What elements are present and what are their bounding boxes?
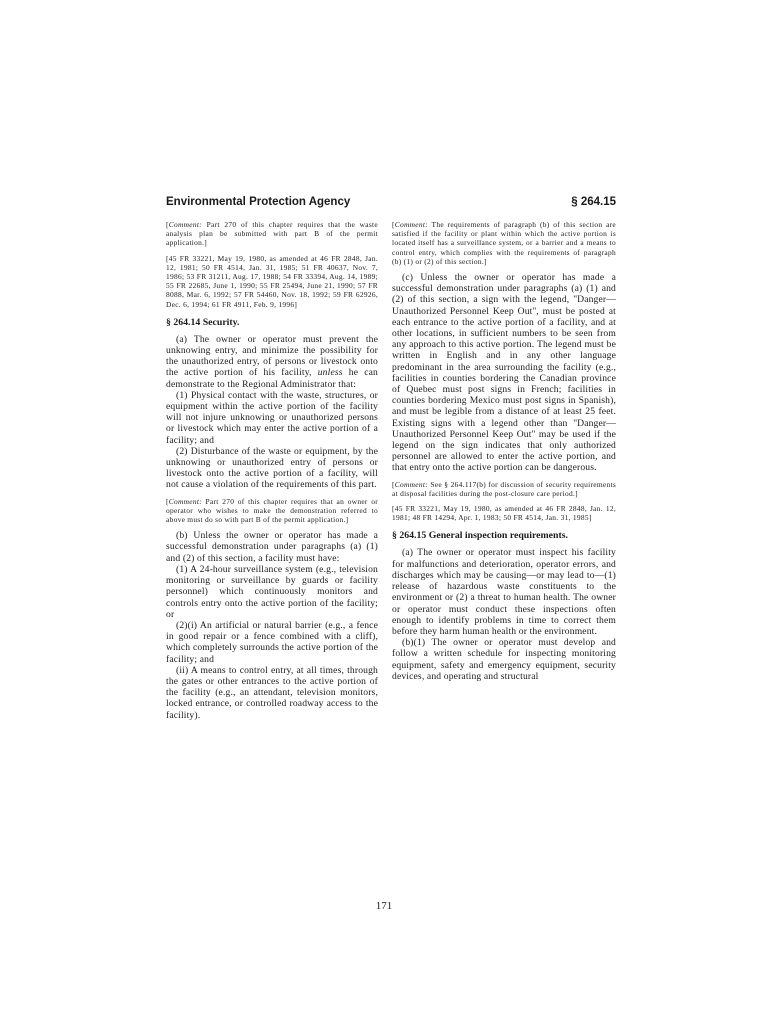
comment-note: [Comment: See § 264.117(b) for discussion of security requirements at disposal facilities during the post-closure care period.] (392, 479, 616, 498)
left-column (166, 220, 378, 721)
comment-text: Part 270 of this chapter requires that the waste analysis plan be submitted with part B of the permit application.] (166, 220, 378, 248)
comment-label: Comment: (168, 220, 202, 229)
paragraph-b2ii: (ii) A means to control entry, at all times, through the gates or other entrances to the active portion of the facility (e.g., an attendant, television monitors, locked entrance, or controlled roadway access to the facility). (166, 664, 378, 721)
comment-text: The requirements of paragraph (b) of this section are satisfied if the facility or plant within which the active portion is located itself has a surveillance system, or a barrier and a means to control entry, which complies with the requirements of paragraph (b) (1) or (2) of this section.] (392, 220, 616, 266)
paragraph-a-text: (a) The owner or operator must prevent the unknowing entry, and minimize the possibility for the unauthorized entry, of persons or livestock onto the active portion of his facility, (166, 333, 378, 379)
comment-label: Comment: (168, 496, 202, 506)
comment-label: Comment: (394, 220, 428, 229)
comment-note: [Comment: Part 270 of this chapter requires that the waste analysis plan be submitted with part B of the permit application.] (166, 220, 378, 248)
paragraph-a1: (1) Physical contact with the waste, structures, or equipment within the active portion of the facility will not injure unknowing or unauthorized persons or livestock which may enter the active portion of a facility; and (166, 389, 378, 446)
section-heading-264-14: § 264.14 Security. (166, 316, 240, 328)
paragraph-b: (b) Unless the owner or operator has made a successful demonstration under paragraphs (a) (1) and (2) of this section, a facility must have: (166, 530, 378, 564)
comment-note: [Comment: Part 270 of this chapter requires that an owner or operator who wishes to make the demonstration referred to above must do so with part B of the permit application.] (166, 496, 378, 525)
comment-note: [Comment: The requirements of paragraph (b) of this section are satisfied if the facility or plant within which the active portion is located itself has a surveillance system, or a barrier and a means to control entry, which complies with the requirements of paragraph (b) (1) or (2) of this section.] (392, 220, 616, 266)
citation-note: [45 FR 33221, May 19, 1980, as amended at 46 FR 2848, Jan. 12, 1981; 50 FR 4514, Jan. 31, 1985; 51 FR 40637, Nov. 7, 1986; 53 FR 31211, Aug. 17, 1988; 54 FR 33394, Aug. 14, 1989; 55 FR 22685, June 1, 1990; 55 FR 25494, June 21, 1990; 57 FR 8088, Mar. 6, 1992; 57 FR 54460, Nov. 18, 1992; 59 FR 62926, Dec. 6, 1994; 61 FR 4911, Feb. 9, 1996] (166, 253, 378, 309)
page-number: 171 (375, 900, 393, 912)
paragraph-a-text-end: he can demonstrate to the Regional Administrator that: (166, 367, 378, 390)
comment-label: Comment: (394, 479, 428, 489)
paragraph-b1: (1) A 24-hour surveillance system (e.g., television monitoring or surveillance by guards or facility personnel) which continuously monitors and controls entry onto the active portion of the facility; or (166, 563, 378, 620)
paragraph-15b1: (b)(1) The owner or operator must develop and follow a written schedule for inspecting monitoring equipment, safety and emergency equipment, security devices, and operating and structural (392, 637, 616, 682)
paragraph-15a: (a) The owner or operator must inspect his facility for malfunctions and deterioration, operator errors, and discharges which may be causing—or may lead to—(1) release of hazardous waste constituents to the environment or (2) a threat to human health. The owner or operator must conduct these inspections often enough to identify problems in time to correct them before they harm human health or the environment. (392, 547, 616, 637)
agency-name: Environmental Protection Agency (166, 196, 351, 208)
paragraph-c: (c) Unless the owner or operator has made a successful demonstration under paragraphs (a) (1) and (2) of this section, a sign with the legend, ''Danger—Unauthorized Personnel Keep Out'', must be posted at each entrance to the active portion of a facility, and at other locations, in sufficient numbers to be seen from any approach to this active portion. The legend must be written in English and in any other language predominant in the area surrounding the facility (e.g., facilities in counties bordering the Canadian province of Quebec must post signs in French; facilities in counties bordering Mexico must post signs in Spanish), and must be legible from a distance of at least 25 feet. Existing signs with a legend other than ''Danger—Unauthorized Personnel Keep Out'' may be used if the legend on the sign indicates that only authorized personnel are allowed to enter the active portion, and that entry onto the active portion can be dangerous. (392, 272, 616, 474)
paragraph-b2i: (2)(i) An artificial or natural barrier (e.g., a fence in good repair or a fence combined with a cliff), which completely surrounds the active portion of the facility; and (166, 619, 378, 665)
citation-note: [45 FR 33221, May 19, 1980, as amended at 46 FR 2848, Jan. 12, 1981; 48 FR 14294, Apr. 1, 1983; 50 FR 4514, Jan. 31, 1985] (392, 504, 616, 523)
section-number: § 264.15 (571, 196, 616, 208)
running-header (166, 196, 616, 214)
emphasis-unless: unless (317, 367, 343, 379)
section-heading-264-15: § 264.15 General inspection requirements. (392, 530, 568, 542)
paragraph-a2: (2) Disturbance of the waste or equipment, by the unknowing or unauthorized entry of persons or livestock onto the active portion of a facility, will not cause a violation of the requirements of this part. (166, 445, 378, 491)
right-column (392, 220, 616, 682)
paragraph-a (166, 334, 378, 390)
comment-text: Part 270 of this chapter requires that an owner or operator who wishes to make the demonstration referred to above must do so with part B of the permit application.] (166, 496, 378, 525)
comment-text: See § 264.117(b) for discussion of security requirements at disposal facilities during the post-closure care period.] (392, 479, 616, 498)
